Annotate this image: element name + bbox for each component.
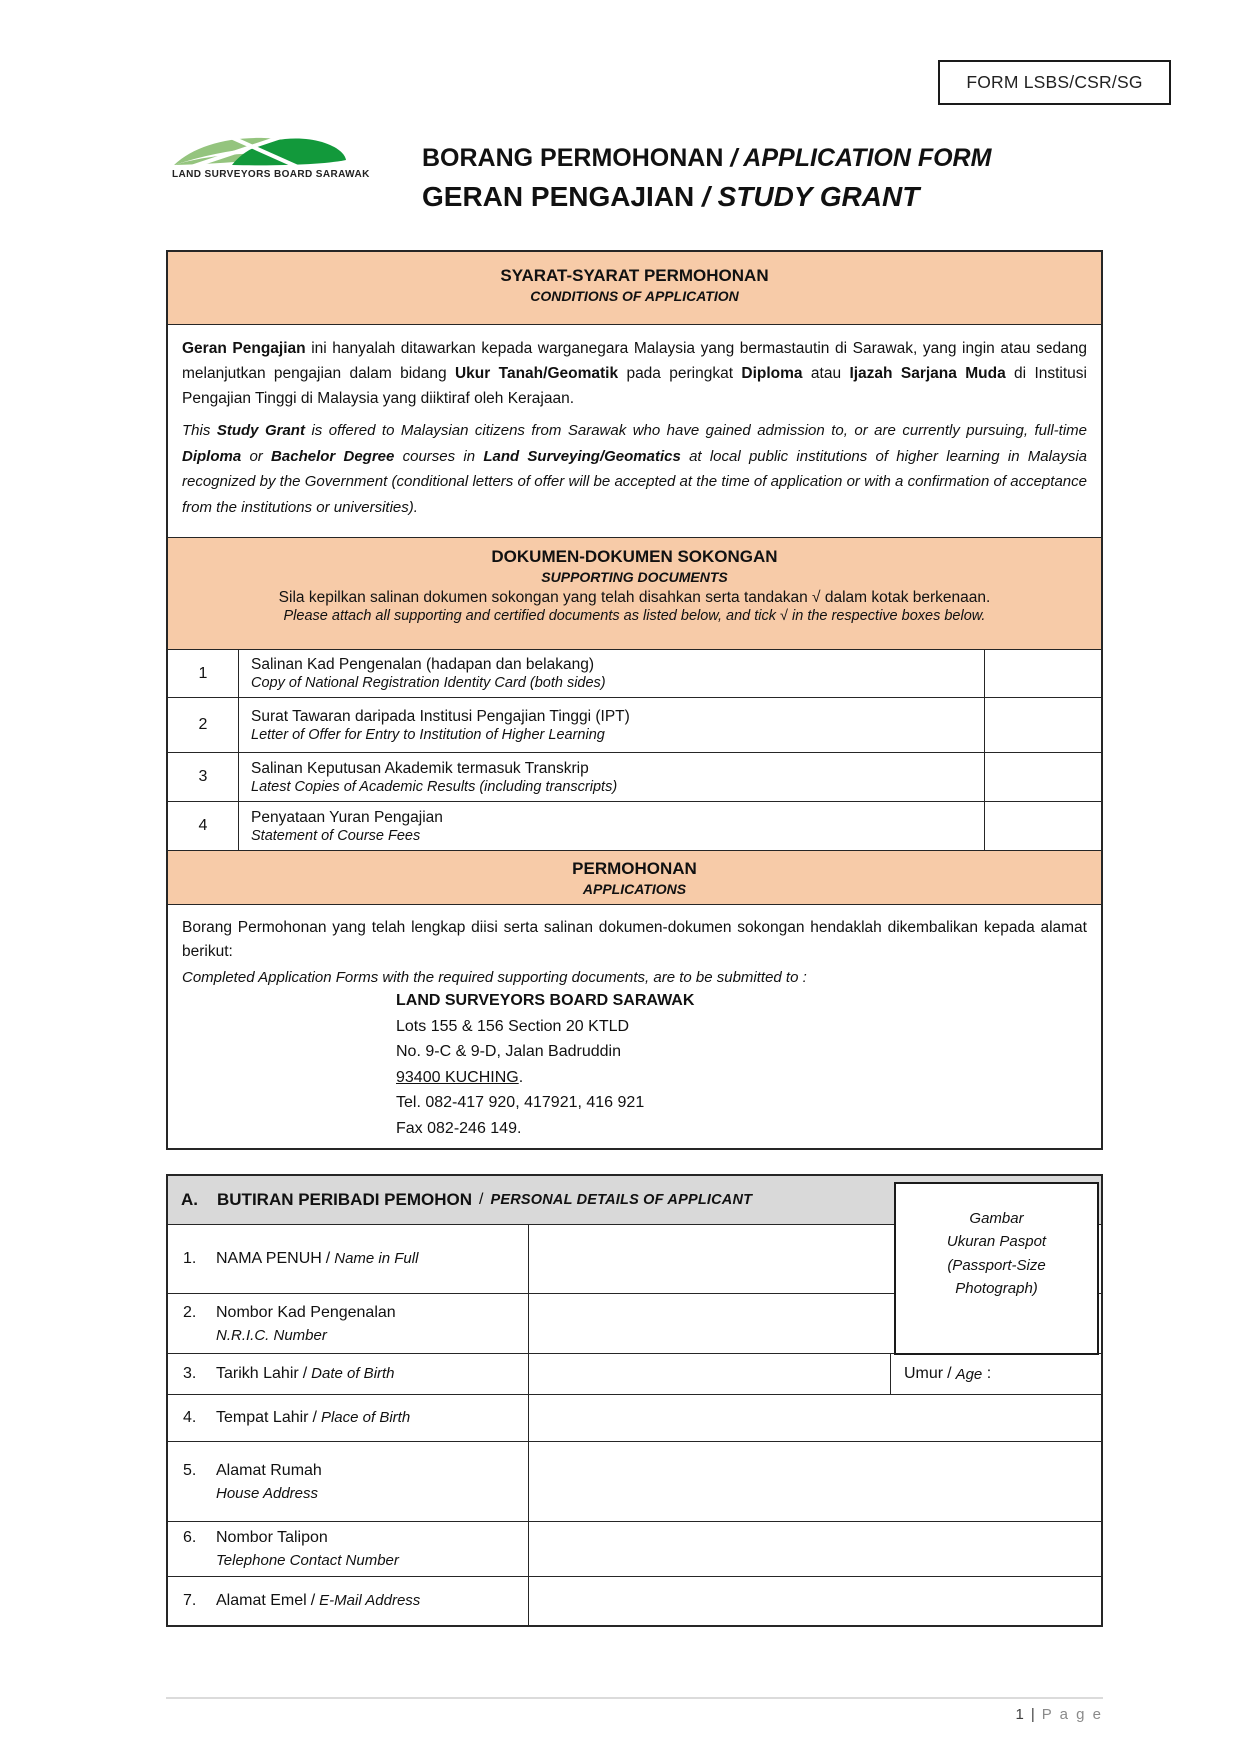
form-title [422, 144, 991, 213]
email-input-cell[interactable] [529, 1577, 1101, 1625]
address-fax: Fax 082-246 149. [396, 1120, 522, 1137]
conditions-title-english: CONDITIONS OF APPLICATION [530, 288, 739, 304]
document-row-2 [168, 698, 1101, 753]
place-of-birth-input-cell[interactable] [529, 1395, 1101, 1441]
document-checkbox-3[interactable] [984, 753, 1101, 801]
document-number: 4 [168, 802, 239, 850]
telephone-input-cell[interactable] [529, 1522, 1101, 1576]
field-label: 7. Alamat Emel / E-Mail Address [168, 1577, 529, 1625]
field-row-house-address [168, 1442, 1101, 1522]
submission-address [396, 988, 1087, 1142]
document-row-3 [168, 753, 1101, 802]
field-label: 4. Tempat Lahir / Place of Birth [168, 1395, 529, 1441]
address-city-line: 93400 KUCHING. [396, 1068, 524, 1086]
document-number: 3 [168, 753, 239, 801]
form-code-box [938, 60, 1171, 105]
conditions-title-malay: SYARAT-SYARAT PERMOHONAN [500, 266, 769, 285]
form-code-text: FORM LSBS/CSR/SG [966, 72, 1143, 92]
document-number: 1 [168, 650, 239, 697]
applications-body [168, 905, 1101, 1148]
documents-title-english: SUPPORTING DOCUMENTS [541, 569, 728, 585]
personal-details-table [166, 1174, 1103, 1627]
title-line-2 [422, 181, 991, 213]
section-a-title-malay: BUTIRAN PERIBADI PEMOHON [217, 1190, 473, 1209]
conditions-section-header [168, 252, 1101, 325]
house-address-input-cell[interactable] [529, 1442, 1101, 1521]
field-label: 5. Alamat Rumah House Address [168, 1442, 529, 1521]
conditions-paragraph-english: This Study Grant is offered to Malaysian citizens from Sarawak who have gained admission to, or are currently pursuing, full-time Diploma or Bachelor Degree courses in Land Surveying/Geomatics at local public institutions of higher learning in Malaysia recognized by the Government (conditional letters of offer will be accepted at the time of application or with a confirmation of acceptance from the institutions or universities). [182, 422, 1087, 516]
section-letter: A. [181, 1190, 198, 1209]
field-label: 1. NAMA PENUH / Name in Full [168, 1225, 529, 1293]
document-checkbox-2[interactable] [984, 698, 1101, 752]
address-line-2: No. 9-C & 9-D, Jalan Badruddin [396, 1043, 621, 1061]
document-description: Surat Tawaran daripada Institusi Pengajian Tinggi (IPT) Letter of Offer for Entry to Institution of Higher Learning [251, 707, 630, 743]
field-row-date-of-birth [168, 1354, 1101, 1395]
address-line-1: Lots 155 & 156 Section 20 KTLD [396, 1017, 630, 1035]
conditions-paragraph-malay: Geran Pengajian ini hanyalah ditawarkan kepada warganegara Malaysia yang bermastautin di Sarawak, yang ingin atau sedang melanjutkan pengajian dalam bidang Ukur Tanah/Geomatik pada peringkat Diploma atau Ijazah Sarjana Muda di Institusi Pengajian Tinggi di Malaysia yang diiktiraf oleh Kerajaan. [182, 340, 1088, 408]
title1-malay: BORANG PERMOHONAN [422, 144, 731, 172]
document-description: Salinan Keputusan Akademik termasuk Transkrip Latest Copies of Academic Results (including transcripts) [251, 759, 618, 795]
field-row-telephone [168, 1522, 1101, 1577]
title2-malay: GERAN PENGAJIAN [422, 181, 703, 212]
page-number: 1 | P a g e [1015, 1706, 1103, 1723]
date-of-birth-input-cell[interactable] [529, 1354, 890, 1394]
document-description: Salinan Kad Pengenalan (hadapan dan belakang) Copy of National Registration Identity Card (both sides) [251, 656, 606, 691]
applications-paragraph-english: Completed Application Forms with the required supporting documents, are to be submitted to : [182, 969, 807, 987]
applications-section-header [168, 851, 1101, 905]
address-telephone: Tel. 082-417 920, 417921, 416 921 [396, 1094, 645, 1112]
document-description: Penyataan Yuran Pengajian Statement of Course Fees [251, 808, 443, 844]
field-row-email [168, 1577, 1101, 1625]
info-table [166, 250, 1103, 1150]
document-checkbox-1[interactable] [984, 650, 1101, 697]
logo [172, 134, 370, 180]
applications-title-english: APPLICATIONS [582, 881, 687, 897]
field-row-place-of-birth [168, 1395, 1101, 1442]
passport-photo-box[interactable]: Gambar Ukuran Paspot (Passport-Size Photograph) [894, 1182, 1099, 1355]
document-row-1 [168, 650, 1101, 698]
title-line-1 [422, 144, 991, 173]
footer-divider [166, 1697, 1103, 1699]
field-label: 3. Tarikh Lahir / Date of Birth [168, 1354, 529, 1394]
documents-section-header [168, 538, 1101, 650]
documents-note-malay: Sila kepilkan salinan dokumen sokongan yang telah disahkan serta tandakan √ dalam kotak berkenaan. [278, 589, 991, 606]
applications-paragraph-malay: Borang Permohonan yang telah lengkap diisi serta salinan dokumen-dokumen sokongan hendaklah dikembalikan kepada alamat berikut: [182, 919, 1087, 961]
section-a-title-english: PERSONAL DETAILS OF APPLICANT [490, 1192, 753, 1208]
title1-english: / APPLICATION FORM [730, 144, 992, 172]
logo-leaves-icon [172, 134, 348, 168]
documents-note-english: Please attach all supporting and certified documents as listed below, and tick √ in the respective boxes below. [283, 608, 986, 624]
section-a-title-separator: / [479, 1191, 484, 1208]
field-label: 2. Nombor Kad Pengenalan N.R.I.C. Number [168, 1294, 529, 1353]
logo-caption: LAND SURVEYORS BOARD SARAWAK [172, 169, 370, 180]
conditions-body [168, 325, 1101, 538]
document-row-4 [168, 802, 1101, 851]
applications-title-malay: PERMOHONAN [572, 859, 697, 878]
title2-english: / STUDY GRANT [702, 181, 920, 212]
field-label: 6. Nombor Talipon Telephone Contact Number [168, 1522, 529, 1576]
age-input-cell[interactable]: Umur / Age : [890, 1354, 1101, 1394]
document-checkbox-4[interactable] [984, 802, 1101, 850]
document-number: 2 [168, 698, 239, 752]
documents-title-malay: DOKUMEN-DOKUMEN SOKONGAN [491, 547, 778, 566]
address-org-name: LAND SURVEYORS BOARD SARAWAK [396, 992, 695, 1010]
